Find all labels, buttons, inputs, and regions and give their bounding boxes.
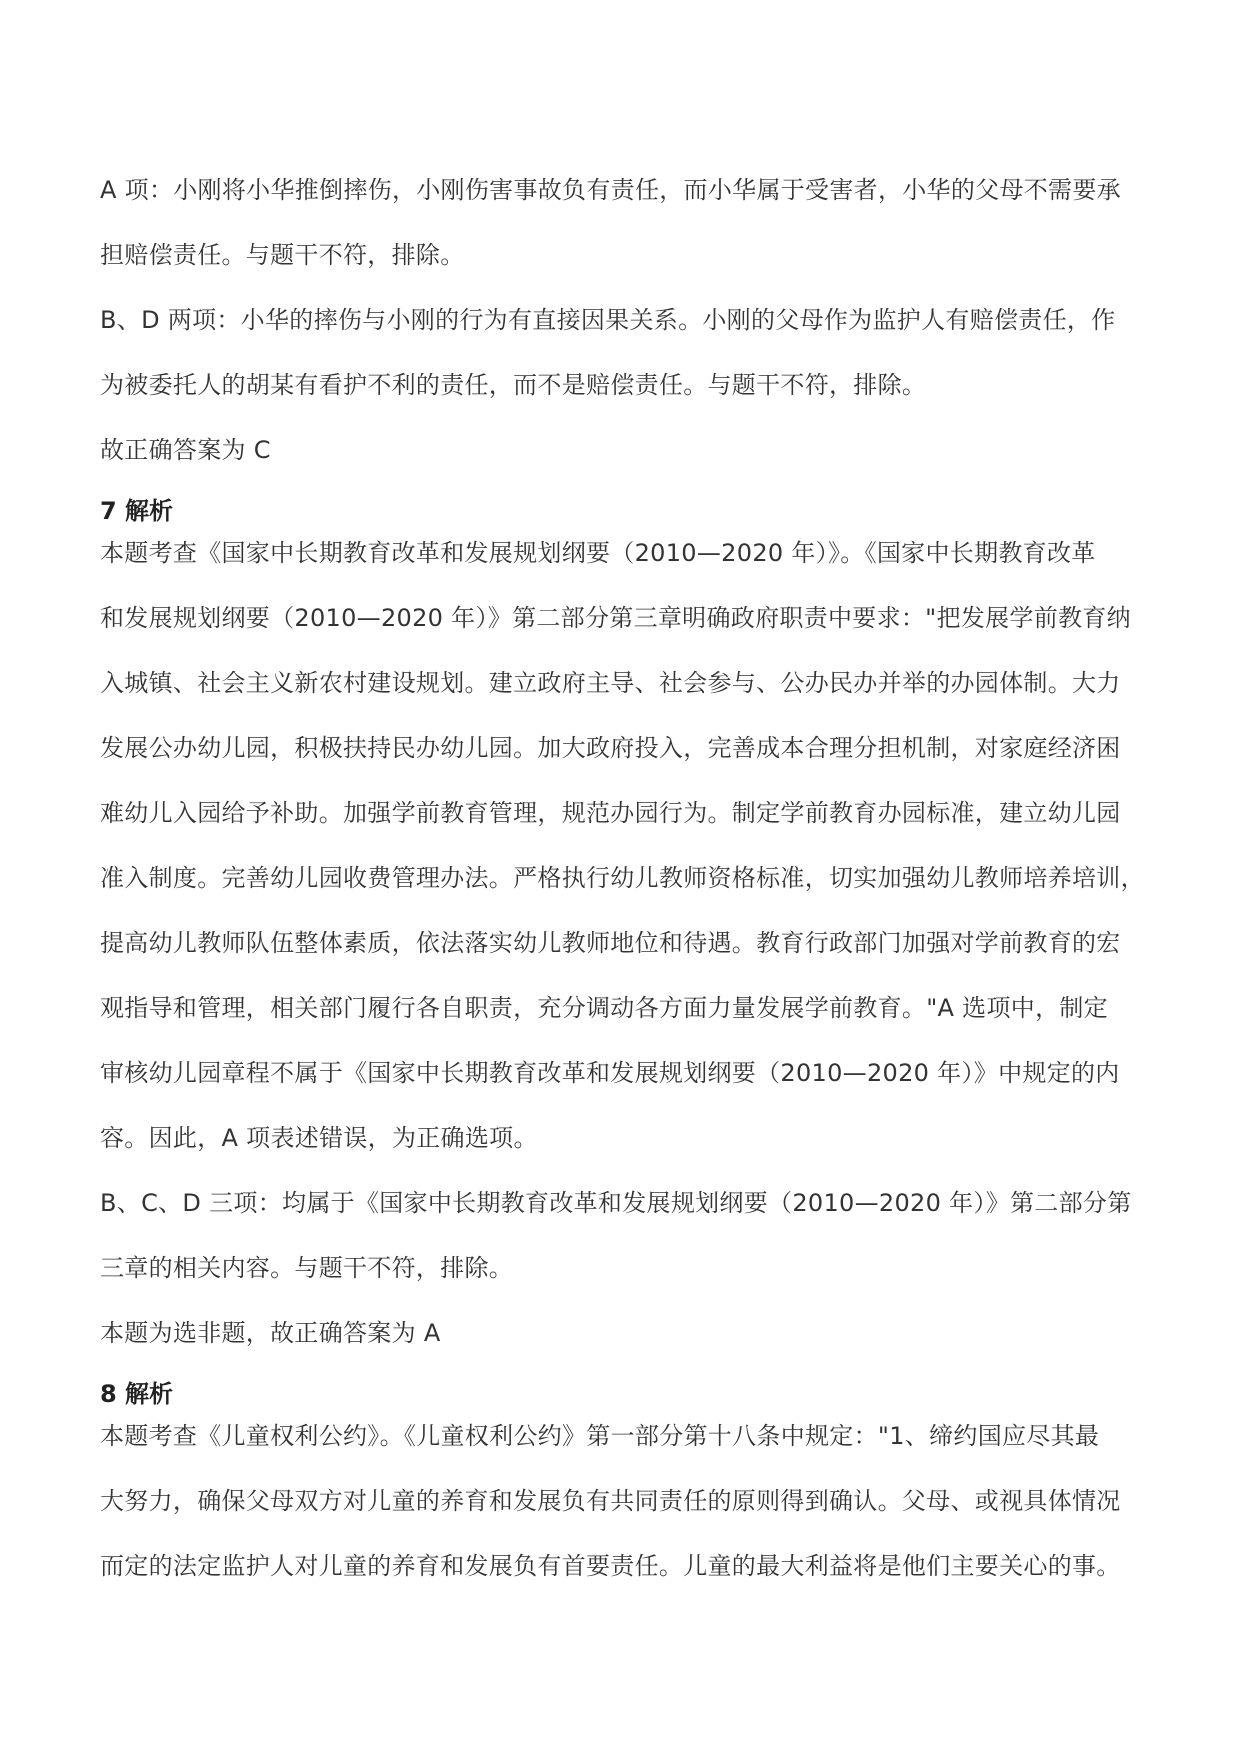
text-line: 而定的法定监护人对儿童的养育和发展负有首要责任。儿童的最大利益将是他们主要关心的事。 [100,1552,1121,1580]
text-line: 本题考查《儿童权利公约》。《儿童权利公约》第一部分第十八条中规定："1、缔约国应尽其最 [100,1422,1100,1450]
text-line: 故正确答案为 C [100,436,271,464]
text-line: 三章的相关内容。与题干不符，排除。 [100,1254,514,1282]
text-line: 准入制度。完善幼儿园收费管理办法。严格执行幼儿教师资格标准，切实加强幼儿教师培养培训， [100,864,1145,892]
paragraph-option-a [100,158,1158,288]
text-line: A 项：小刚将小华推倒摔伤，小刚伤害事故负有责任，而小华属于受害者，小华的父母不需要承 [100,176,1121,204]
section8-paragraph-main [100,1404,1158,1599]
section7-paragraph-main [100,521,1158,1171]
section-heading: 7 解析 [100,497,174,525]
text-line: 审核幼儿园章程不属于《国家中长期教育改革和发展规划纲要（2010—2020 年）》中规定的内 [100,1059,1120,1087]
text-line: 本题考查《国家中长期教育改革和发展规划纲要（2010—2020 年）》。《国家中长期教育改革 [100,539,1096,567]
text-line: 入城镇、社会主义新农村建设规划。建立政府主导、社会参与、公办民办并举的办园体制。大力 [100,669,1121,697]
text-line: 和发展规划纲要（2010—2020 年）》第二部分第三章明确政府职责中要求："把发展学前教育纳 [100,604,1131,632]
section-heading: 8 解析 [100,1380,174,1408]
text-line: 大努力，确保父母双方对儿童的养育和发展负有共同责任的原则得到确认。父母、或视具体情况 [100,1487,1121,1515]
section7-paragraph-answer [100,1301,1158,1366]
text-line: 本题为选非题，故正确答案为 A [100,1319,441,1347]
document-page [100,158,1158,1599]
text-line: 发展公办幼儿园，积极扶持民办幼儿园。加大政府投入，完善成本合理分担机制，对家庭经济困 [100,734,1121,762]
text-line: 提高幼儿教师队伍整体素质，依法落实幼儿教师地位和待遇。教育行政部门加强对学前教育的宏 [100,929,1121,957]
text-line: B、C、D 三项：均属于《国家中长期教育改革和发展规划纲要（2010—2020 年）》第二部分第 [100,1189,1132,1217]
text-line: 担赔偿责任。与题干不符，排除。 [100,241,465,269]
text-line: 为被委托人的胡某有看护不利的责任，而不是赔偿责任。与题干不符，排除。 [100,371,927,399]
text-line: 观指导和管理，相关部门履行各自职责，充分调动各方面力量发展学前教育。"A 选项中，制定 [100,994,1108,1022]
text-line: B、D 两项：小华的摔伤与小刚的行为有直接因果关系。小刚的父母作为监护人有赔偿责任，作 [100,306,1116,334]
text-line: 难幼儿入园给予补助。加强学前教育管理，规范办园行为。制定学前教育办园标准，建立幼儿园 [100,799,1121,827]
section7-paragraph-options-bcd [100,1171,1158,1301]
paragraph-answer [100,418,1158,483]
paragraph-options-bd [100,288,1158,418]
text-line: 容。因此，A 项表述错误，为正确选项。 [100,1124,538,1152]
